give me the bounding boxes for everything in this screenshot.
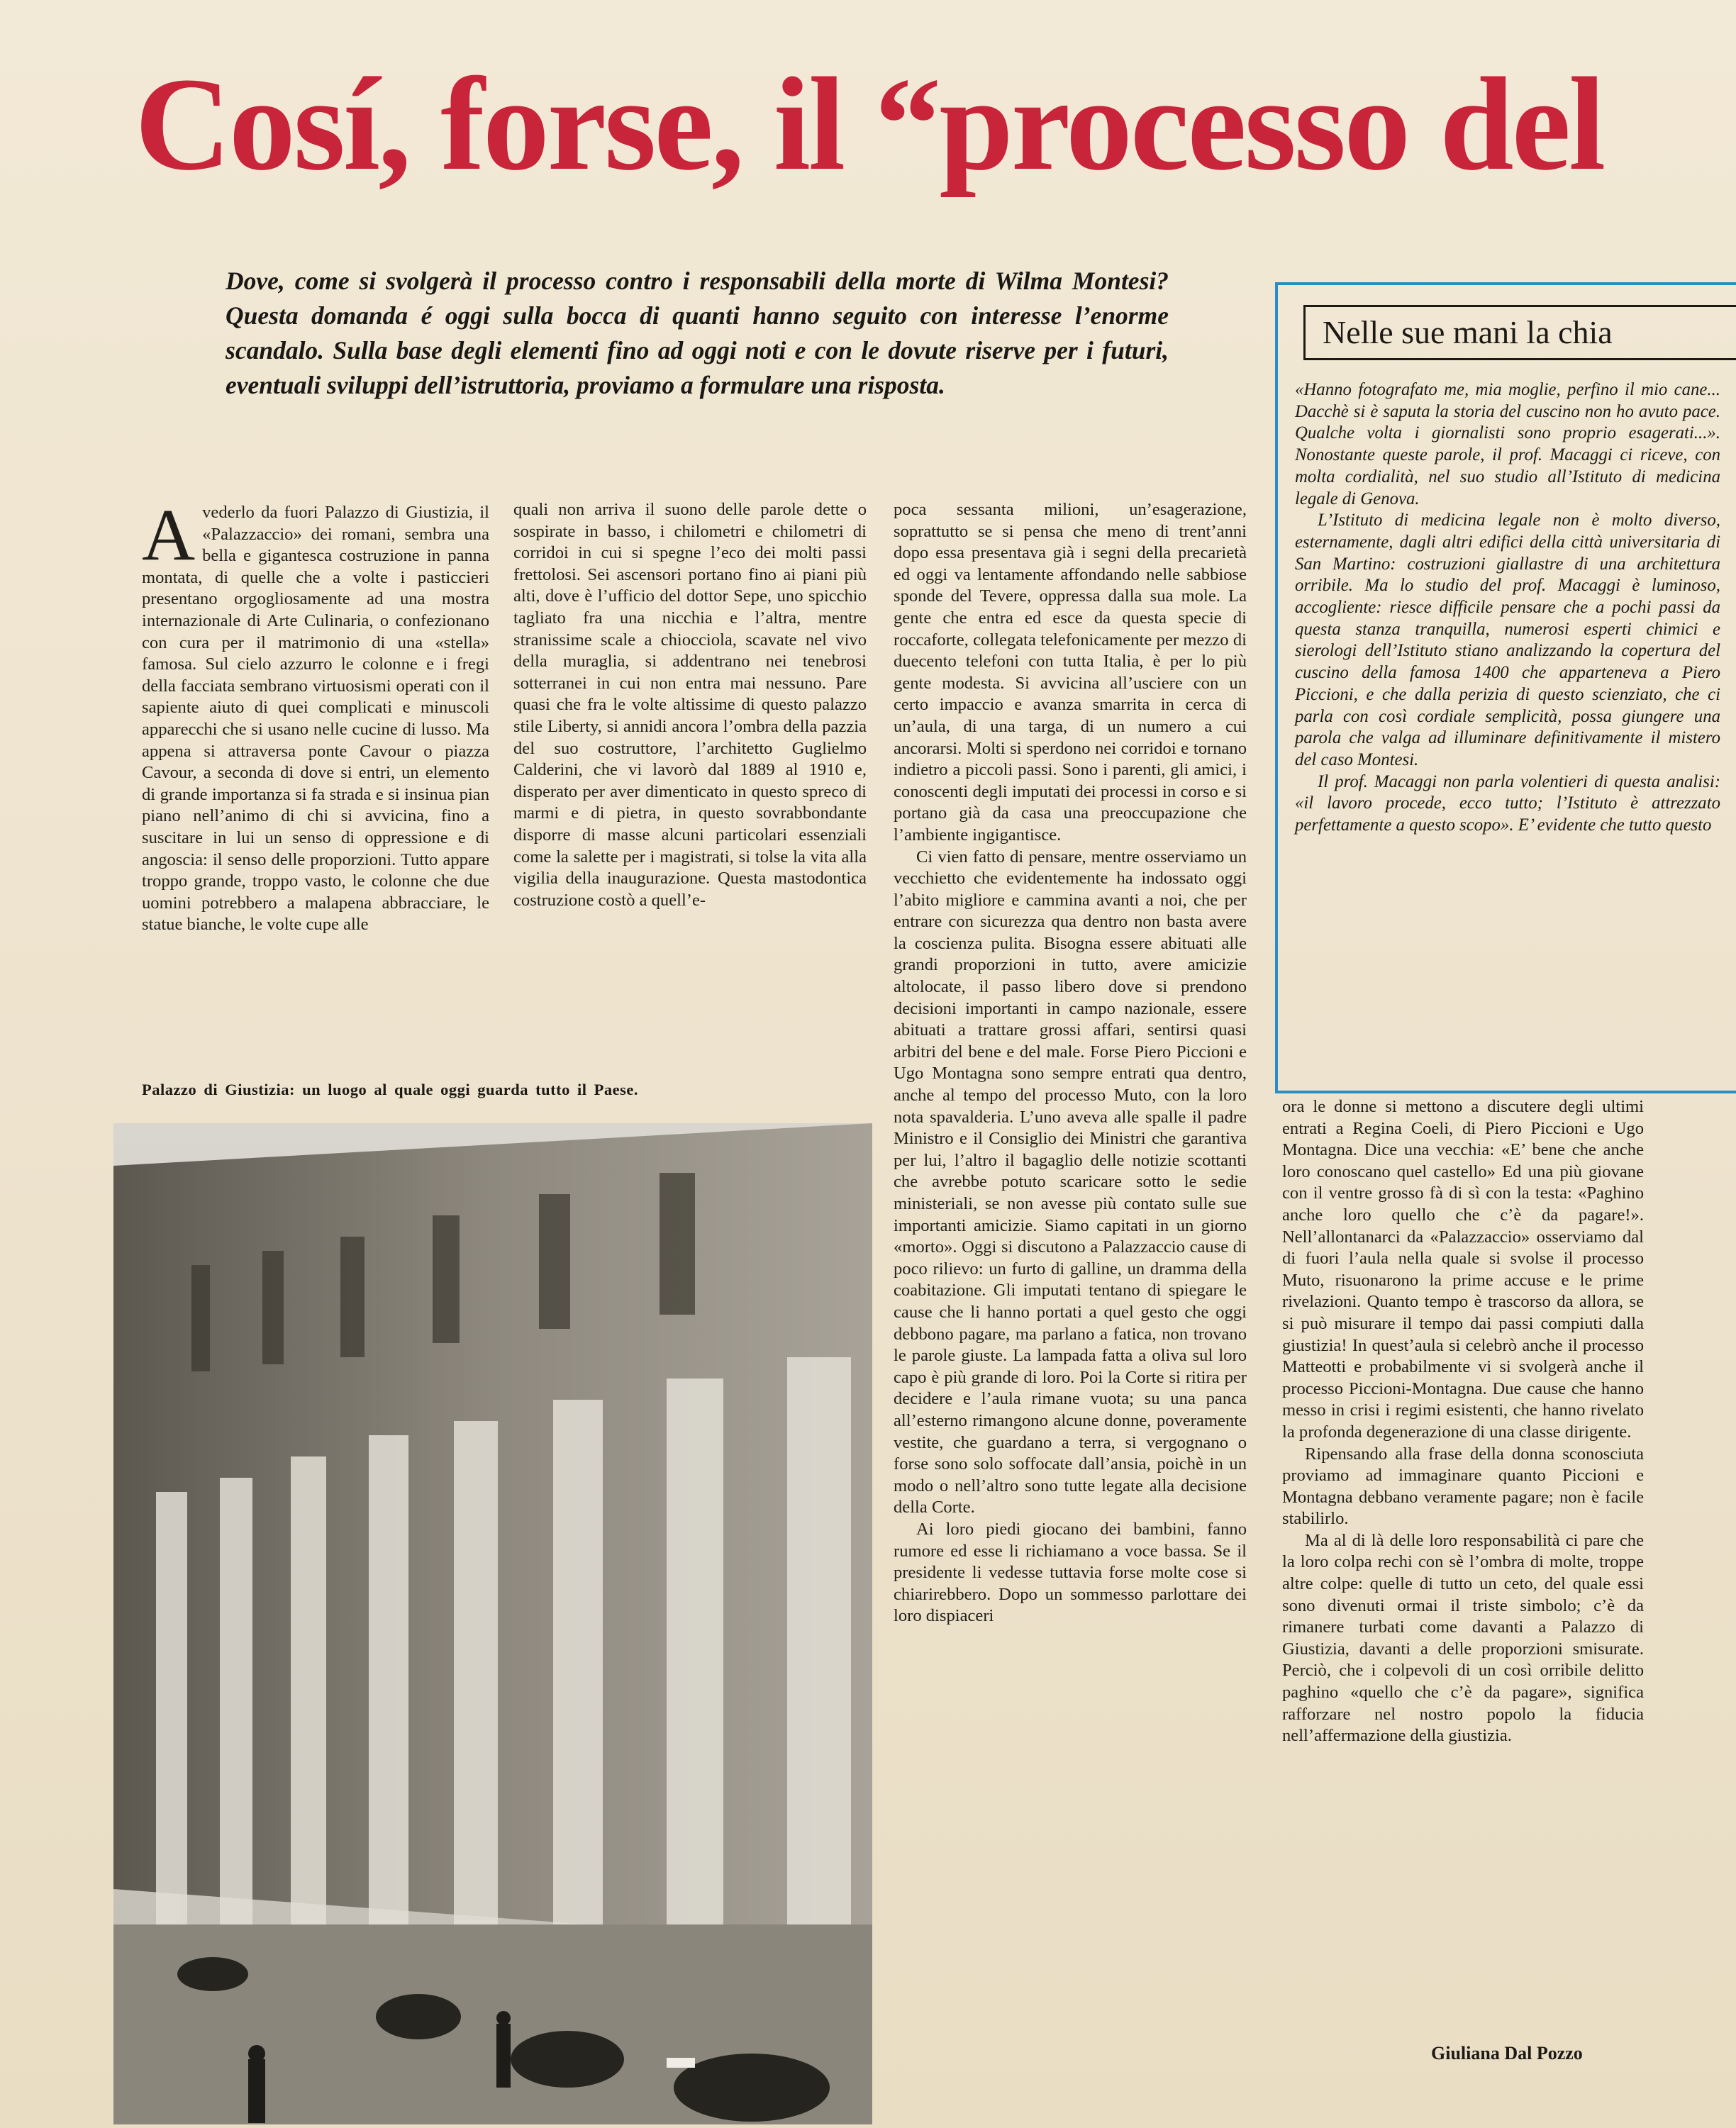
photo-caption: Palazzo di Giustizia: un luogo al quale oggi guarda tutto il Paese.	[142, 1081, 639, 1098]
article-column-3	[894, 499, 1247, 1627]
author-signature: Giuliana Dal Pozzo	[1431, 2043, 1583, 2063]
article-paragraph: Ma al di là delle loro responsabilità ci pare che la loro colpa rechi con sè l’ombra di molte, troppe altre colpe: quelle di tutto un ceto, del quale essi sono divenuti ormai il triste simbolo; c’è da rimanere turbati come davanti a Palazzo di Giustizia, davanti a delle proporzioni smisurate. Perciò, che i colpevoli di un così orribile delitto paghino «quello che c’è da pagare», significa rafforzare nel nostro popolo la fiducia nell’affermazione della giustizia.	[1282, 1530, 1644, 1746]
article-paragraph: vederlo da fuori Palazzo di Giustizia, il «Palazzaccio» dei romani, sembra una bella e gigantesca costruzione in panna montata, di quelle che a volte i pasticcieri presentano orgogliosamente ad una mostra internazionale di Arte Culinaria, o confezionano con cura per il matrimonio di una «stella» famosa. Sul cielo azzurro le colonne e i fregi della facciata sembrano virtuosismi operati con il sapiente aiuto di quei complicati e minuscoli apparecchi che si usano nelle cucine di lusso. Ma appena si attraversa ponte Cavour o piazza Cavour, a seconda di dove si entri, un elemento di grande importanza si fa strada e si insinua pian piano nell’animo di chi si avvicina, fino a suscitare in lui un senso di oppressione e di angoscia: il senso delle proporzioni. Tutto appare troppo grande, troppo vasto, le colonne che due uomini potrebbero a malapena abbracciare, le statue bianche, le volte cupe alle	[142, 503, 489, 935]
article-column-2	[513, 499, 867, 911]
article-paragraph: Ai loro piedi giocano dei bambini, fanno rumore ed esse li richiamano a voce bassa. Se il presidente li vedesse tuttavia forse molte cose si chiarirebbero. Dopo un sommesso parlottare dei loro dispiaceri	[894, 1519, 1247, 1626]
article-paragraph: quali non arriva il suono delle parole dette o sospirate in basso, i chilometri e chilometri di corridoi in cui si spegne l’eco dei molti passi frettolosi. Sei ascensori portano fino ai piani più alti, dove è l’ufficio del dottor Sepe, uno spicchio tagliato fra una nicchia e l’altra, mentre stranissime scale a chiocciola, scavate nel vivo della muraglia, si addentrano nei tenebrosi sotterranei in cui non entra mai nessuno. Pare quasi che fra le volte altissime di questo palazzo stile Liberty, si annidi ancora l’ombra della pazzia del suo costruttore, l’architetto Guglielmo Calderini, che vi lavorò dal 1889 al 1910 e, disperato per aver dimenticato in questo spreco di marmi e di pietra, in questo sovrabbondante disporre di masse alcuni particolari essenziali come la salette per i magistrati, si tolse la vita alla vigilia della inaugurazione. Questa mastodontica costruzione costò a quell’e-	[513, 500, 867, 910]
sidebar-paragraph: «Hanno fotografato me, mia moglie, perfino il mio cane... Dacchè si è saputa la storia del cuscino non ho avuto pace. Qualche volta i giornalisti sono proprio esagerati...». Nonostante queste parole, il prof. Macaggi ci riceve, con molta cordialità, nel suo studio all’Istituto di medicina legale di Genova.	[1295, 380, 1720, 508]
article-paragraph: ora le donne si mettono a discutere degli ultimi entrati a Regina Coeli, di Piero Piccioni e Ugo Montagna. Dice una vecchia: «E’ bene che anche loro conoscano quel castello» Ed una più giovane con il ventre grosso fà di sì con la testa: «Paghino anche loro quello che c’è da pagare!». Nell’allontanarci da «Palazzaccio» osserviamo dal di fuori l’aula nella quale si svolse il processo Muto, risuonarono la prime accuse e le prime rivelazioni. Quanto tempo è trascorso da allora, se si può misurare il tempo dai passi compiuti dalla giustizia! In quest’aula si celebrò anche il processo Matteotti e probabilmente vi si svolgerà anche il processo Piccioni-Montagna. Due cause che hanno messo in crisi i regimi esistenti, che hanno rivelato la profonda degenerazione di una classe dirigente.	[1282, 1097, 1644, 1442]
lead-paragraph: Dove, come si svolgerà il processo contro i responsabili della morte di Wilma Montesi? Questa domanda é oggi sulla bocca di quanti hanno seguito con interesse l’enorme scandalo. Sulla base degli elementi fino ad oggi noti e con le dovute riserve per i futuri, eventuali sviluppi dell’istruttoria, proviamo a formulare una risposta.	[226, 267, 1169, 399]
headline: Cosí, forse, il “processo del	[135, 50, 1604, 198]
sidebar-text	[1295, 379, 1720, 837]
sidebar-title: Nelle sue mani la chia	[1303, 305, 1736, 360]
sidebar-paragraph: L’Istituto di medicina legale non è molto diverso, esternamente, dagli altri edifici della città universitaria di San Martino: costruzioni giallastre di una architettura orribile. Ma lo studio del prof. Macaggi è luminoso, accogliente: riesce difficile pensare che a pochi passi da questa stanza tranquilla, numerosi esperti chimici e sierologi dell’Istituto stiano analizzando la copertura del cuscino della famosa 1400 che apparteneva a Piero Piccioni, e che dalla perizia di questo scienziato, che ci parla con così cordiale semplicità, possa giungere una parola che valga ad illuminare definitivamente il mistero del caso Montesi.	[1295, 511, 1720, 769]
palazzo-di-giustizia-photo	[113, 1123, 872, 2124]
article-paragraph: Ci vien fatto di pensare, mentre osserviamo un vecchietto che evidentemente ha indossato oggi l’abito migliore e cammina avanti a noi, che per entrare con sicurezza qua dentro non basta avere la coscienza pulita. Bisogna essere abituati alle grandi proporzioni in tutto, avere amicizie altolocate, il passo libero dove si prendono decisioni importanti in campo nazionale, essere abituati a trattare grossi affari, sentirsi quasi arbitri del bene e del male. Forse Piero Piccioni e Ugo Montagna sono sempre entrati qua dentro, anche al tempo del processo Muto, con la loro nota spavalderia. L’uno aveva alle spalle il padre Ministro e il Consiglio dei Ministri che garantiva per lui, l’altro il bagaglio delle notizie scottanti che avrebbe potuto scaricare sotto le sedie ministeriali, se non avesse più contato sulle sue importanti amicizie. Siamo capitati in un giorno «morto». Oggi si discutono a Palazzaccio cause di poco rilievo: un furto di galline, un dramma della coabitazione. Gli imputati tentano di spiegare le cause che li hanno portati a quel gesto che oggi debbono pagare, ma parlano a fatica, non trovano le parole giuste. La lampada fatta a oliva sul loro capo è più grande di loro. Poi la Corte si ritira per decidere e l’aula rimane vuota; su una panca all’esterno rimangono alcune donne, poveramente vestite, che guardano a terra, si vergognano o forse sono solo soffocate dall’ansia, poichè in un modo o nell’altro sono tutte legate alla decisione della Corte.	[894, 847, 1247, 1517]
article-column-1	[142, 494, 489, 936]
article-paragraph: poca sessanta milioni, un’esagerazione, soprattutto se si pensa che meno di trent’anni dopo essa presentava già i segni della precarietà ed oggi va lentamente affondando nelle sabbiose sponde del Tevere, oppressa dalla sua mole. La gente che entra ed esce da questa specie di roccaforte, collegata telefonicamente per mezzo di duecento telefoni con tutta Italia, è per lo più gente modesta. Si avvicina all’usciere con un certo impaccio e avanza smarrita in cerca di un’aula, di una targa, di un numero a cui ancorarsi. Molti si sperdono nei corridoi e tornano indietro a piccoli passi. Sono i parenti, gli amici, i conoscenti degli imputati dei processi in corso e si portano già da casa una preoccupazione che l’ambiente ingigantisce.	[894, 500, 1247, 845]
article-column-4	[1282, 1096, 1644, 1747]
article-paragraph: Ripensando alla frase della donna sconosciuta proviamo ad immaginare quanto Piccioni e Montagna debbano veramente pagare; non è facile stabilirlo.	[1282, 1444, 1644, 1529]
drop-cap: A	[142, 494, 196, 576]
sidebar-paragraph: Il prof. Macaggi non parla volentieri di questa analisi: «il lavoro procede, ecco tutto; l’Istituto è attrezzato perfettamente a questo scopo». E’ evidente che tutto questo	[1295, 771, 1720, 835]
